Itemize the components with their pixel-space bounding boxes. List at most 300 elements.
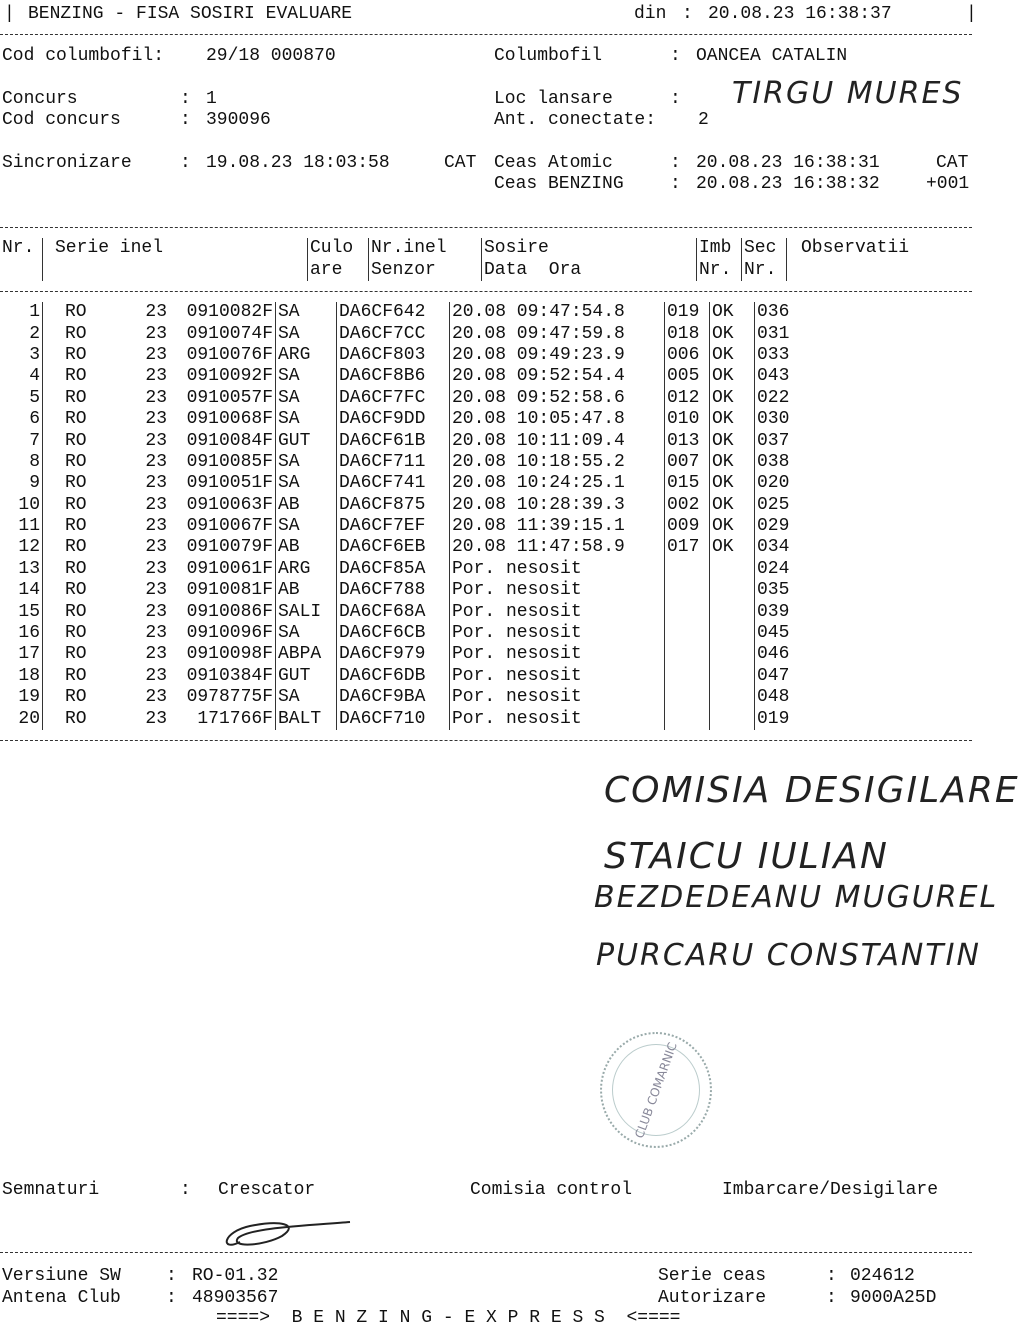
cell-nr: 18 <box>18 665 40 686</box>
cell-year: 23 <box>145 623 167 644</box>
cell-country: RO <box>43 623 128 644</box>
cell-sensor: DA6CF8B6 <box>337 366 450 387</box>
cell-country: RO <box>43 452 128 473</box>
cell-nr: 11 <box>18 516 40 537</box>
signature-imbarcare-label: Imbarcare/Desigilare <box>722 1180 939 1200</box>
cell-arrival: 20.08 09:47:59.8 <box>450 323 665 344</box>
cell-color: SA <box>276 452 337 473</box>
cell-ring: 0910079F <box>186 537 273 558</box>
cell-year: 23 <box>145 473 167 494</box>
cell-ring: 0910082F <box>186 302 273 323</box>
cell-sensor: DA6CF7FC <box>337 388 450 409</box>
cell-sec: OK <box>710 495 755 516</box>
cell-country: RO <box>43 409 128 430</box>
cell-sec <box>710 687 755 708</box>
cell-ring: 0910061F <box>186 558 273 579</box>
cell-obs: 022 <box>755 388 910 409</box>
cell-year: 23 <box>145 409 167 430</box>
stamp-text: CLUB COMARNIC <box>631 1040 680 1140</box>
cell-ring: 0910051F <box>186 473 273 494</box>
cell-nr: 20 <box>18 708 40 729</box>
header-nr-inel-1: Nr.inel <box>369 238 482 259</box>
signatures-label: Semnaturi <box>2 1180 100 1200</box>
cell-ring: 0910086F <box>186 601 273 622</box>
serie-ceas-value: 024612 <box>850 1266 915 1286</box>
cell-ring: 0910085F <box>186 451 273 472</box>
cell-obs: 029 <box>755 516 910 537</box>
cell-country: RO <box>43 345 128 366</box>
cell-nr: 17 <box>18 644 40 665</box>
cell-sensor: DA6CF9BA <box>337 687 450 708</box>
cell-arrival: 20.08 09:52:54.4 <box>450 366 665 387</box>
ceas-atomic-colon: : <box>670 153 681 173</box>
cell-imb <box>665 687 710 708</box>
report-date-value: 20.08.23 16:38:37 <box>708 4 892 24</box>
concurs-colon: : <box>180 89 191 109</box>
cell-imb: 006 <box>665 345 710 366</box>
cell-arrival: Por. nesosit <box>450 601 665 622</box>
cell-sensor: DA6CF875 <box>337 495 450 516</box>
cell-sensor: DA6CF788 <box>337 580 450 601</box>
cell-country: RO <box>43 495 128 516</box>
cell-country: RO <box>43 323 128 344</box>
cell-obs: 046 <box>755 644 910 665</box>
cell-year: 23 <box>145 687 167 708</box>
cod-concurs-label: Cod concurs <box>2 110 121 130</box>
autorizare-value: 9000A25D <box>850 1288 937 1308</box>
cell-obs: 035 <box>755 580 910 601</box>
cell-sensor: DA6CF741 <box>337 473 450 494</box>
cell-year: 23 <box>145 387 167 408</box>
table-row <box>0 580 909 601</box>
cell-obs: 020 <box>755 473 910 494</box>
table-bottom-divider <box>0 740 972 741</box>
table-row <box>0 601 909 622</box>
header-obs-empty <box>787 259 954 280</box>
cell-year: 23 <box>145 558 167 579</box>
ceas-atomic-tz: CAT <box>936 153 969 173</box>
header-nr-empty <box>0 259 43 280</box>
cell-ring: 0910096F <box>186 623 273 644</box>
signature-divider <box>0 1252 972 1253</box>
cell-obs: 043 <box>755 366 910 387</box>
cell-color: SA <box>276 473 337 494</box>
cell-ring: 0978775F <box>186 687 273 708</box>
table-row <box>0 559 909 580</box>
cell-sensor: DA6CF85A <box>337 559 450 580</box>
cell-sensor: DA6CF68A <box>337 601 450 622</box>
table-row <box>0 473 909 494</box>
table-row <box>0 452 909 473</box>
cell-obs: 034 <box>755 537 910 558</box>
header-sosire-1: Sosire <box>482 238 697 259</box>
cell-imb: 013 <box>665 430 710 451</box>
cell-imb <box>665 580 710 601</box>
table-row <box>0 708 909 729</box>
cell-imb <box>665 708 710 729</box>
cell-country: RO <box>43 388 128 409</box>
handwritten-name-1: STAICU IULIAN <box>604 836 889 877</box>
cell-arrival: 20.08 10:18:55.2 <box>450 452 665 473</box>
cell-nr: 1 <box>29 302 40 323</box>
cell-obs: 037 <box>755 430 910 451</box>
loc-lansare-colon: : <box>670 89 681 109</box>
header-culoare-1: Culo <box>308 238 369 259</box>
cell-sensor: DA6CF6DB <box>337 666 450 687</box>
cell-imb: 015 <box>665 473 710 494</box>
arrivals-table-header <box>0 238 953 281</box>
cell-ring: 0910081F <box>186 580 273 601</box>
cell-imb <box>665 559 710 580</box>
cell-sensor: DA6CF6EB <box>337 537 450 558</box>
cell-imb <box>665 601 710 622</box>
header-right-bar: | <box>966 4 977 24</box>
cell-year: 23 <box>145 323 167 344</box>
table-row <box>0 302 909 323</box>
signature-crescator-label: Crescator <box>218 1180 316 1200</box>
cell-color: AB <box>276 580 337 601</box>
cell-ring: 171766F <box>197 708 273 729</box>
cell-arrival: Por. nesosit <box>450 559 665 580</box>
cell-imb: 010 <box>665 409 710 430</box>
cell-sensor: DA6CF6CB <box>337 623 450 644</box>
cell-nr: 19 <box>18 687 40 708</box>
cell-year: 23 <box>145 644 167 665</box>
brand-footer: ====> B E N Z I N G - E X P R E S S <==== <box>216 1308 681 1328</box>
table-row <box>0 623 909 644</box>
cell-sensor: DA6CF711 <box>337 452 450 473</box>
cell-color: ABPA <box>276 644 337 665</box>
cell-year: 23 <box>145 665 167 686</box>
cell-obs: 039 <box>755 601 910 622</box>
cell-country: RO <box>43 580 128 601</box>
cell-obs: 033 <box>755 345 910 366</box>
header-serie-empty <box>43 259 308 280</box>
cell-color: ARG <box>276 559 337 580</box>
cell-arrival: 20.08 09:49:23.9 <box>450 345 665 366</box>
cell-country: RO <box>43 430 128 451</box>
cell-nr: 9 <box>29 473 40 494</box>
cod-concurs-value: 390096 <box>206 110 271 130</box>
cell-sec: OK <box>710 452 755 473</box>
ceas-atomic-label: Ceas Atomic <box>494 153 613 173</box>
cell-nr: 13 <box>18 558 40 579</box>
cell-country: RO <box>43 666 128 687</box>
header-imb-2: Nr. <box>697 259 742 280</box>
cell-sensor: DA6CF7CC <box>337 323 450 344</box>
cell-country: RO <box>43 537 128 558</box>
cell-arrival: 20.08 11:47:58.9 <box>450 537 665 558</box>
cell-ring: 0910384F <box>186 665 273 686</box>
cell-sec: OK <box>710 388 755 409</box>
signature-comisia-label: Comisia control <box>470 1180 633 1200</box>
cell-color: GUT <box>276 430 337 451</box>
table-row <box>0 430 909 451</box>
cell-ring: 0910098F <box>186 644 273 665</box>
cell-country: RO <box>43 302 128 323</box>
loc-lansare-handwritten: TIRGU MURES <box>732 76 964 111</box>
cell-year: 23 <box>145 708 167 729</box>
table-row <box>0 345 909 366</box>
cell-sensor: DA6CF7EF <box>337 516 450 537</box>
header-divider <box>0 34 972 35</box>
cell-imb: 012 <box>665 388 710 409</box>
serie-ceas-colon: : <box>826 1266 837 1286</box>
table-header-divider <box>0 291 972 292</box>
cell-ring: 0910068F <box>186 409 273 430</box>
header-nr: Nr. <box>2 238 35 259</box>
cell-imb: 002 <box>665 495 710 516</box>
table-row <box>0 323 909 344</box>
cell-sensor: DA6CF9DD <box>337 409 450 430</box>
sincronizare-label: Sincronizare <box>2 153 132 173</box>
signatures-colon: : <box>180 1180 191 1200</box>
cell-sensor: DA6CF710 <box>337 708 450 729</box>
antena-colon: : <box>166 1288 177 1308</box>
cell-color: ARG <box>276 345 337 366</box>
ceas-benzing-value: 20.08.23 16:38:32 <box>696 174 880 194</box>
cell-ring: 0910074F <box>186 323 273 344</box>
cell-nr: 12 <box>18 537 40 558</box>
table-row <box>0 516 909 537</box>
header-sec-1: Sec <box>742 238 787 259</box>
header-culoare-2: are <box>308 259 369 280</box>
cell-ring: 0910084F <box>186 430 273 451</box>
cell-nr: 15 <box>18 601 40 622</box>
cell-imb: 019 <box>665 302 710 323</box>
cell-arrival: 20.08 11:39:15.1 <box>450 516 665 537</box>
cell-sensor: DA6CF979 <box>337 644 450 665</box>
club-stamp <box>600 1032 712 1148</box>
cell-sensor: DA6CF61B <box>337 430 450 451</box>
cell-sec: OK <box>710 345 755 366</box>
ant-conectate-value: 2 <box>698 110 709 130</box>
cell-sec: OK <box>710 537 755 558</box>
cell-year: 23 <box>145 302 167 323</box>
cell-arrival: 20.08 10:24:25.1 <box>450 473 665 494</box>
cell-obs: 036 <box>755 302 910 323</box>
cell-sec: OK <box>710 473 755 494</box>
cell-nr: 8 <box>29 451 40 472</box>
cod-columbofil-label: Cod columbofil: <box>2 46 165 66</box>
cell-sec: OK <box>710 430 755 451</box>
table-row <box>0 366 909 387</box>
cell-ring: 0910076F <box>186 344 273 365</box>
cell-year: 23 <box>145 537 167 558</box>
sincronizare-tz: CAT <box>444 153 477 173</box>
handwritten-name-2: BEZDEDEANU MUGUREL <box>594 880 999 915</box>
table-row <box>0 495 909 516</box>
cell-obs: 031 <box>755 323 910 344</box>
cell-nr: 7 <box>29 430 40 451</box>
header-sec-2: Nr. <box>742 259 787 280</box>
cell-country: RO <box>43 516 128 537</box>
cell-arrival: Por. nesosit <box>450 580 665 601</box>
cell-imb <box>665 623 710 644</box>
cell-nr: 5 <box>29 387 40 408</box>
ceas-benzing-offset: +001 <box>926 174 970 194</box>
cell-color: AB <box>276 537 337 558</box>
cell-sec <box>710 644 755 665</box>
columbofil-label: Columbofil <box>494 46 603 66</box>
cell-sec: OK <box>710 409 755 430</box>
loc-lansare-label: Loc lansare <box>494 89 613 109</box>
columbofil-value: OANCEA CATALIN <box>696 46 848 66</box>
header-left-bar: | <box>4 4 15 24</box>
cell-nr: 2 <box>29 323 40 344</box>
cell-imb: 017 <box>665 537 710 558</box>
ceas-atomic-value: 20.08.23 16:38:31 <box>696 153 880 173</box>
cell-imb <box>665 644 710 665</box>
autorizare-colon: : <box>826 1288 837 1308</box>
cell-imb: 018 <box>665 323 710 344</box>
header-sosire-2: Data Ora <box>482 259 697 280</box>
cell-year: 23 <box>145 366 167 387</box>
cell-arrival: Por. nesosit <box>450 644 665 665</box>
handwritten-comisia: COMISIA DESIGILARE <box>604 770 1020 811</box>
cell-imb: 007 <box>665 452 710 473</box>
cell-color: SA <box>276 409 337 430</box>
cell-sec <box>710 559 755 580</box>
cell-obs: 025 <box>755 495 910 516</box>
cell-year: 23 <box>145 516 167 537</box>
cod-concurs-colon: : <box>180 110 191 130</box>
ceas-benzing-colon: : <box>670 174 681 194</box>
cell-ring: 0910092F <box>186 366 273 387</box>
cell-country: RO <box>43 687 128 708</box>
table-top-divider <box>0 227 972 228</box>
cell-country: RO <box>43 559 128 580</box>
serie-ceas-label: Serie ceas <box>658 1266 767 1286</box>
header-serie-inel: Serie inel <box>43 238 308 259</box>
cell-year: 23 <box>145 580 167 601</box>
cell-sensor: DA6CF803 <box>337 345 450 366</box>
cell-arrival: 20.08 10:28:39.3 <box>450 495 665 516</box>
antena-value: 48903567 <box>192 1288 279 1308</box>
cell-ring: 0910067F <box>186 516 273 537</box>
cell-year: 23 <box>145 344 167 365</box>
cell-obs: 019 <box>755 708 910 729</box>
cell-nr: 6 <box>29 409 40 430</box>
ant-conectate-label: Ant. conectate: <box>494 110 657 130</box>
cell-country: RO <box>43 708 128 729</box>
ceas-benzing-label: Ceas BENZING <box>494 174 624 194</box>
cell-arrival: Por. nesosit <box>450 623 665 644</box>
table-row <box>0 388 909 409</box>
cell-year: 23 <box>145 494 167 515</box>
sincronizare-colon: : <box>180 153 191 173</box>
cell-color: SA <box>276 323 337 344</box>
cell-obs: 045 <box>755 623 910 644</box>
table-row <box>0 687 909 708</box>
cell-color: BALT <box>276 708 337 729</box>
cell-year: 23 <box>145 430 167 451</box>
cell-sec: OK <box>710 302 755 323</box>
cell-nr: 10 <box>18 494 40 515</box>
cell-obs: 047 <box>755 666 910 687</box>
cell-color: GUT <box>276 666 337 687</box>
cell-obs: 038 <box>755 452 910 473</box>
cell-arrival: Por. nesosit <box>450 708 665 729</box>
cell-nr: 4 <box>29 366 40 387</box>
concurs-label: Concurs <box>2 89 78 109</box>
report-date-colon: : <box>682 4 693 24</box>
cell-color: AB <box>276 495 337 516</box>
versiune-colon: : <box>166 1266 177 1286</box>
cell-color: SA <box>276 516 337 537</box>
table-row <box>0 666 909 687</box>
cell-imb <box>665 666 710 687</box>
cell-imb: 009 <box>665 516 710 537</box>
cell-color: SA <box>276 302 337 323</box>
sincronizare-value: 19.08.23 18:03:58 <box>206 153 390 173</box>
table-row <box>0 537 909 558</box>
cell-sec <box>710 623 755 644</box>
cell-arrival: Por. nesosit <box>450 687 665 708</box>
cell-country: RO <box>43 644 128 665</box>
antena-label: Antena Club <box>2 1288 121 1308</box>
versiune-value: RO-01.32 <box>192 1266 279 1286</box>
cod-columbofil-value: 29/18 000870 <box>206 46 336 66</box>
cell-sec: OK <box>710 366 755 387</box>
cell-sec <box>710 666 755 687</box>
header-observatii: Observatii <box>787 238 954 259</box>
cell-color: SA <box>276 366 337 387</box>
cell-color: SA <box>276 687 337 708</box>
cell-ring: 0910057F <box>186 387 273 408</box>
cell-sec <box>710 708 755 729</box>
cell-obs: 048 <box>755 687 910 708</box>
cell-sec: OK <box>710 323 755 344</box>
cell-arrival: 20.08 10:11:09.4 <box>450 430 665 451</box>
cell-country: RO <box>43 601 128 622</box>
arrivals-table-body <box>0 302 909 730</box>
cell-color: SA <box>276 623 337 644</box>
cell-nr: 14 <box>18 580 40 601</box>
cell-sensor: DA6CF642 <box>337 302 450 323</box>
cell-color: SALI <box>276 601 337 622</box>
header-imb-1: Imb <box>697 238 742 259</box>
versiune-label: Versiune SW <box>2 1266 121 1286</box>
cell-year: 23 <box>145 601 167 622</box>
cell-obs: 030 <box>755 409 910 430</box>
columbofil-colon: : <box>670 46 681 66</box>
table-row <box>0 644 909 665</box>
cell-color: SA <box>276 388 337 409</box>
cell-country: RO <box>43 473 128 494</box>
cell-arrival: Por. nesosit <box>450 666 665 687</box>
cell-sec <box>710 580 755 601</box>
cell-imb: 005 <box>665 366 710 387</box>
cell-year: 23 <box>145 451 167 472</box>
autorizare-label: Autorizare <box>658 1288 767 1308</box>
report-date-label: din <box>634 4 667 24</box>
cell-arrival: 20.08 09:52:58.6 <box>450 388 665 409</box>
cell-country: RO <box>43 366 128 387</box>
cell-obs: 024 <box>755 559 910 580</box>
cell-sec <box>710 601 755 622</box>
header-nr-inel-2: Senzor <box>369 259 482 280</box>
handwritten-name-3: PURCARU CONSTANTIN <box>596 938 981 973</box>
table-row <box>0 409 909 430</box>
cell-nr: 3 <box>29 344 40 365</box>
cell-ring: 0910063F <box>186 494 273 515</box>
report-title: BENZING - FISA SOSIRI EVALUARE <box>28 4 353 24</box>
concurs-value: 1 <box>206 89 217 109</box>
cell-arrival: 20.08 09:47:54.8 <box>450 302 665 323</box>
cell-nr: 16 <box>18 623 40 644</box>
cell-sec: OK <box>710 516 755 537</box>
